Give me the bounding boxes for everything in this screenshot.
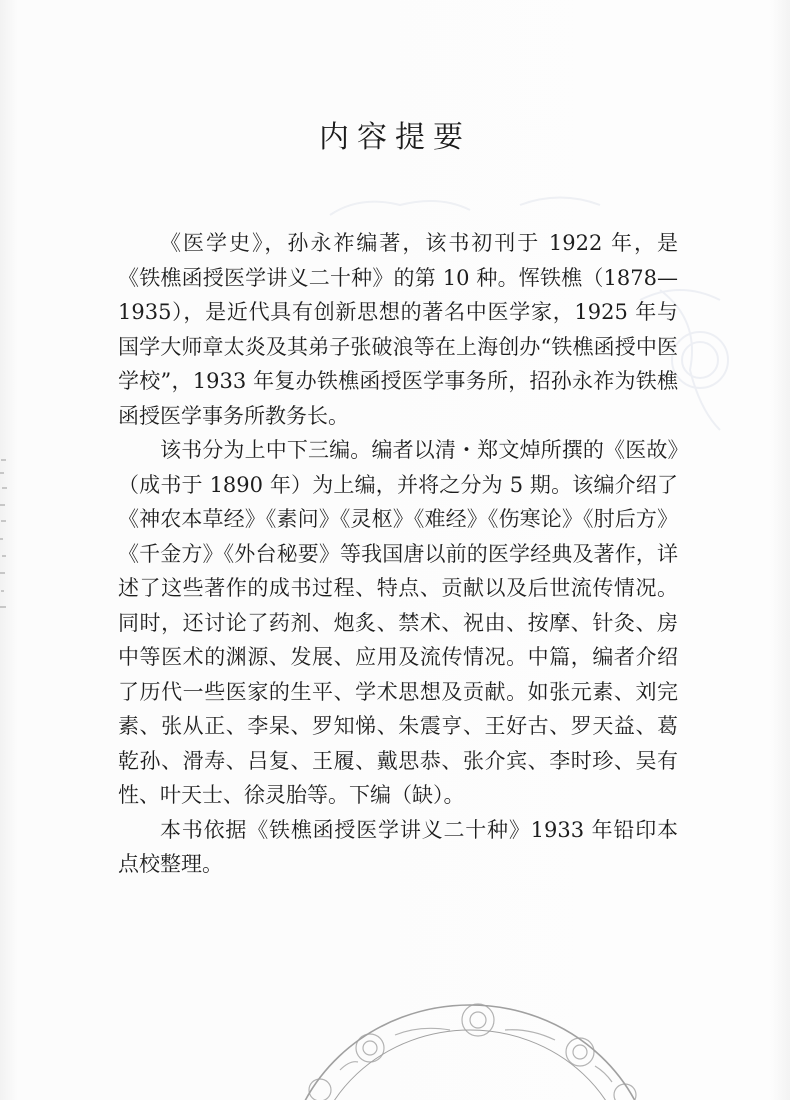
page-edge-texture [0,455,10,615]
page-title: 内容提要 [319,120,471,155]
paragraph-1: 《医学史》，孙永祚编著，该书初刊于 1922 年，是《铁樵函授医学讲义二十种》的第 10 种。恽铁樵（1878—1935），是近代具有创新思想的著名中医学家，1925 年与国学大师章太炎及其弟子张破浪等在上海创办“铁樵函授中医学校”，1933 年复办铁樵函授医学事务所，招孙永祚为铁樵函授医学事务所教务长。 [118,231,678,428]
bottom-ornament [285,1004,655,1100]
summary-body [118,226,678,882]
paragraph-3: 本书依据《铁樵函授医学讲义二十种》1933 年铅印本点校整理。 [118,817,678,876]
paragraph-2: 该书分为上中下三编。编者以清・郑文焯所撰的《医故》（成书于 1890 年）为上编，并将之分为 5 期。该编介绍了《神农本草经》《素问》《灵枢》《难经》《伤寒论》《肘后方》《千金方》《外台秘要》等我国唐以前的医学经典及著作，详述了这些著作的成书过程、特点、贡献以及后世流传情况。同时，还讨论了药剂、炮炙、禁术、祝由、按摩、针灸、房中等医术的渊源、发展、应用及流传情况。中篇，编者介绍了历代一些医家的生平、学术思想及贡献。如张元素、刘完素、张从正、李杲、罗知悌、朱震亨、王好古、罗天益、葛乾孙、滑寿、吕复、王履、戴思恭、张介宾、李时珍、吴有性、叶天士、徐灵胎等。下编（缺）。 [118,438,678,807]
